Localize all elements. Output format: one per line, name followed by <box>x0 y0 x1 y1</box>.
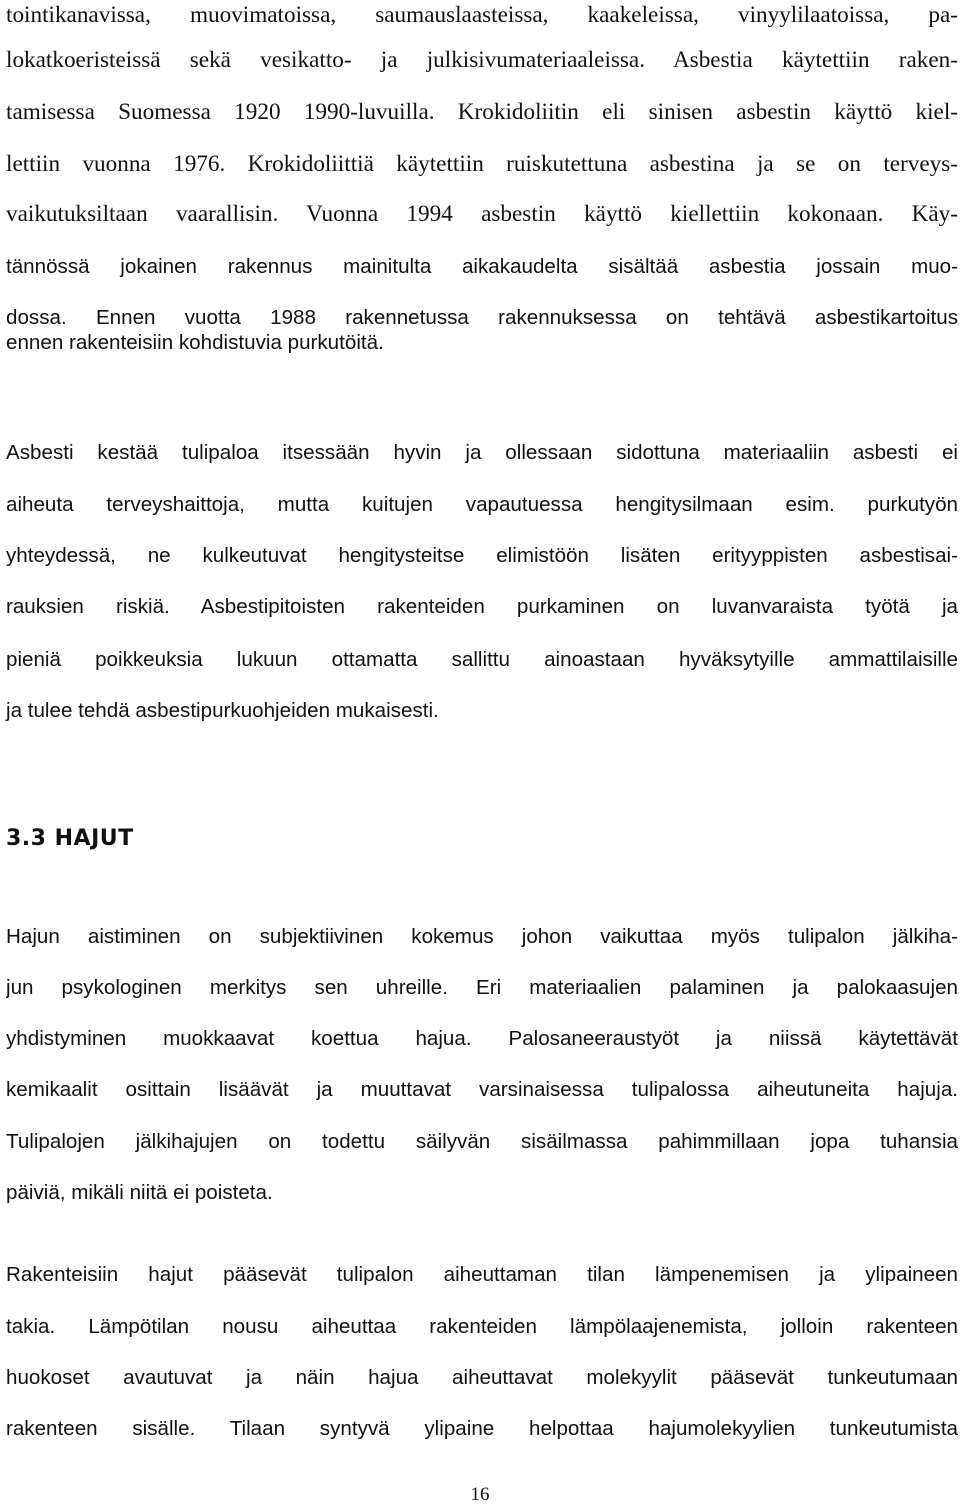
text-line: Tulipalojen jälkihajujen on todettu säilyvän sisäilmassa pahimmillaan jopa tuhansia <box>6 1130 958 1153</box>
text-line: kemikaalit osittain lisäävät ja muuttavat varsinaisessa tulipalossa aiheutuneita hajuja. <box>6 1078 958 1101</box>
text-line: dossa. Ennen vuotta 1988 rakennetussa rakennuksessa on tehtävä asbestikartoitus <box>6 306 958 329</box>
text-line: ennen rakenteisiin kohdistuvia purkutöitä. <box>6 331 384 354</box>
text-line: yhdistyminen muokkaavat koettua hajua. Palosaneeraustyöt ja niissä käytettävät <box>6 1027 958 1050</box>
text-line: Asbesti kestää tulipaloa itsessään hyvin ja ollessaan sidottuna materiaaliin asbesti ei <box>6 441 958 464</box>
text-line: Rakenteisiin hajut pääsevät tulipalon aiheuttaman tilan lämpenemisen ja ylipaineen <box>6 1263 958 1286</box>
text-line: tännössä jokainen rakennus mainitulta aikakaudelta sisältää asbestia jossain muo- <box>6 255 958 278</box>
text-line: päiviä, mikäli niitä ei poisteta. <box>6 1181 273 1204</box>
text-line: aiheuta terveyshaittoja, mutta kuitujen vapautuessa hengitysilmaan esim. purkutyön <box>6 493 958 516</box>
text-line: pieniä poikkeuksia lukuun ottamatta sallittu ainoastaan hyväksytyille ammattilaisille <box>6 648 958 671</box>
text-line: huokoset avautuvat ja näin hajua aiheuttavat molekyylit pääsevät tunkeutumaan <box>6 1366 958 1389</box>
page-number: 16 <box>470 1484 490 1505</box>
text-line: takia. Lämpötilan nousu aiheuttaa rakenteiden lämpölaajenemista, jolloin rakenteen <box>6 1315 958 1338</box>
text-line: rauksien riskiä. Asbestipitoisten rakenteiden purkaminen on luvanvaraista työtä ja <box>6 595 958 618</box>
text-line: jun psykologinen merkitys sen uhreille. Eri materiaalien palaminen ja palokaasujen <box>6 976 958 999</box>
text-line: yhteydessä, ne kulkeutuvat hengitysteitse elimistöön lisäten erityyppisten asbestisai- <box>6 544 958 567</box>
text-line: Hajun aistiminen on subjektiivinen kokemus johon vaikuttaa myös tulipalon jälkiha- <box>6 925 958 948</box>
text-line: ja tulee tehdä asbestipurkuohjeiden mukaisesti. <box>6 699 439 722</box>
text-line: tamisessa Suomessa 1920 1990-luvuilla. Krokidoliitin eli sinisen asbestin käyttö kiel- <box>6 99 958 125</box>
text-line: tointikanavissa, muovimatoissa, saumauslaasteissa, kaakeleissa, vinyylilaatoissa, pa- <box>6 2 958 28</box>
section-heading: 3.3 HAJUT <box>6 826 134 851</box>
text-line: lettiin vuonna 1976. Krokidoliittiä käytettiin ruiskutettuna asbestina ja se on terveys- <box>6 151 958 177</box>
text-line: rakenteen sisälle. Tilaan syntyvä ylipaine helpottaa hajumolekyylien tunkeutumista <box>6 1417 958 1440</box>
text-line: vaikutuksiltaan vaarallisin. Vuonna 1994 asbestin käyttö kiellettiin kokonaan. Käy- <box>6 201 958 227</box>
text-line: lokatkoeristeissä sekä vesikatto- ja julkisivumateriaaleissa. Asbestia käytettiin raken- <box>6 47 958 73</box>
